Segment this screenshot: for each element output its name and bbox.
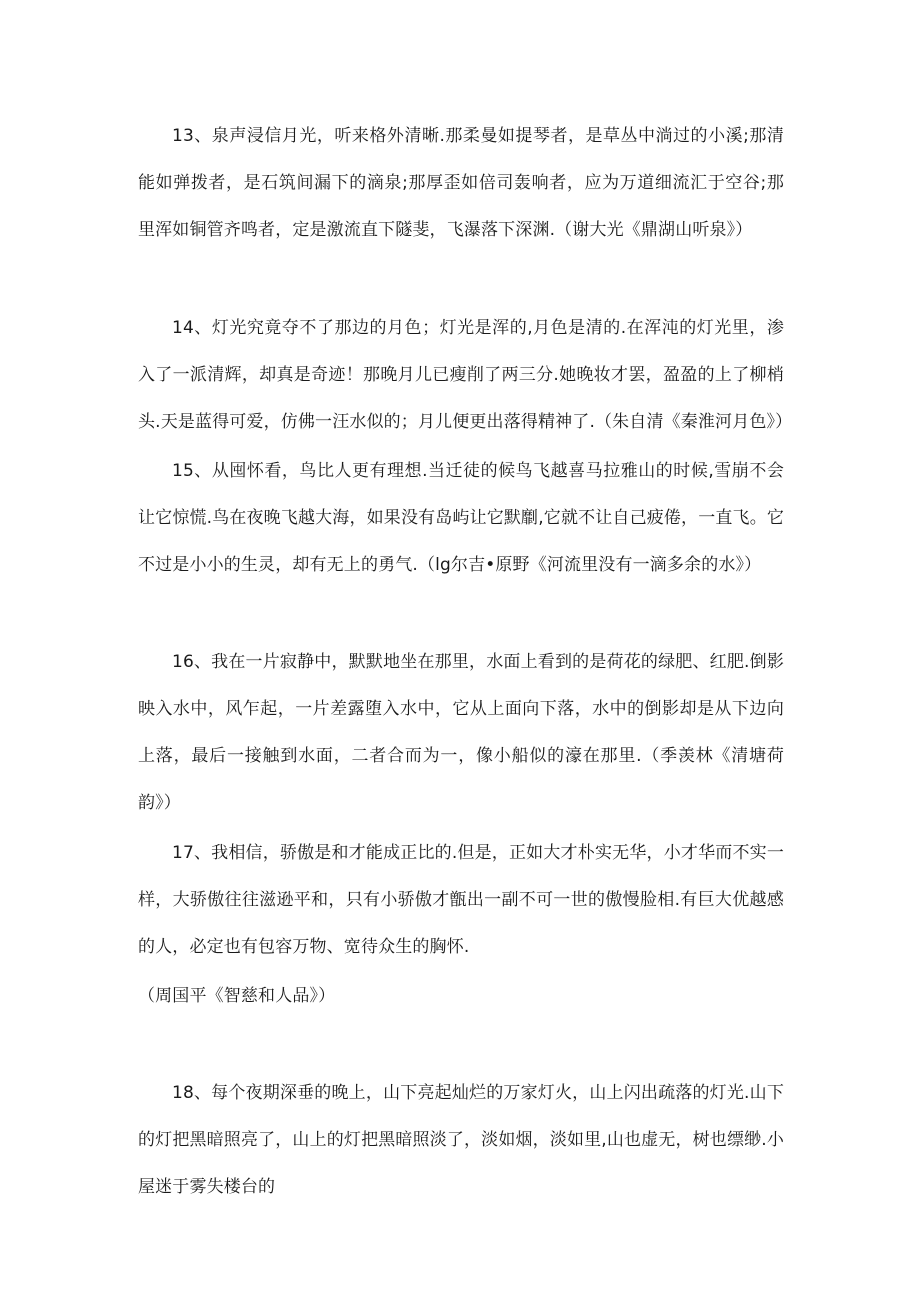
paragraph-17-source: （周国平《智慈和人品》） <box>138 986 336 1006</box>
paragraph-13: 13、泉声浸信月光，听来格外清晰.那柔曼如提琴者，是草丛中淌过的小溪;那清能如弹拨者，是石筑间漏下的滴泉;那厚歪如倍司轰响者，应为万道细流汇于空谷;那里浑如铜管齐鸣者，定是激流直下隧斐，飞瀑落下深渊.（谢大光《鼎湖山听泉》） <box>138 126 784 240</box>
paragraph-18: 18、每个夜期深垂的晚上，山下亮起灿烂的万家灯火，山上闪出疏落的灯光.山下的灯把黑暗照亮了，山上的灯把黑暗照淡了，淡如烟，淡如里,山也虚无，树也缥缈.小屋迷于雾失楼台的 <box>138 1083 784 1197</box>
paragraph-14: 14、灯光究竟夺不了那边的月色；灯光是浑的,月色是清的.在浑沌的灯光里，渗入了一派清辉，却真是奇迹！那晚月儿已瘦削了两三分.她晚妆才罢，盈盈的上了柳梢头.天是蓝得可爱，仿佛一汪水似的；月儿便更出落得精神了.（朱自清《秦淮河月色》） <box>138 318 793 432</box>
paragraph-15: 15、从囤怀看，鸟比人更有理想.当迁徒的候鸟飞越喜马拉雅山的时候,雪崩不会让它惊慌.鸟在夜晚飞越大海，如果没有岛屿让它默劘,它就不让自己疲倦，一直飞。它不过是小小的生灵，却有无上的勇气.（lg尔吉•原野《河流里没有一滴多余的水》） <box>138 461 784 575</box>
paragraph-17: 17、我相信，骄傲是和才能成正比的.但是，正如大才朴实无华，小才华而不实一样，大骄傲往往滋逊平和，只有小骄傲才甑出一副不可一世的傲慢脸相.有巨大优越感的人，必定也有包容万物、宽待众生的胸怀. <box>138 843 784 957</box>
paragraph-16: 16、我在一片寂静中，默默地坐在那里，水面上看到的是荷花的绿肥、红肥.倒影映入水中，风乍起，一片差露堕入水中，它从上面向下落，水中的倒影却是从下边向上落，最后一接触到水面，二者合而为一，像小船似的濠在那里.（季羡林《清塘荷韵》） <box>138 652 784 813</box>
